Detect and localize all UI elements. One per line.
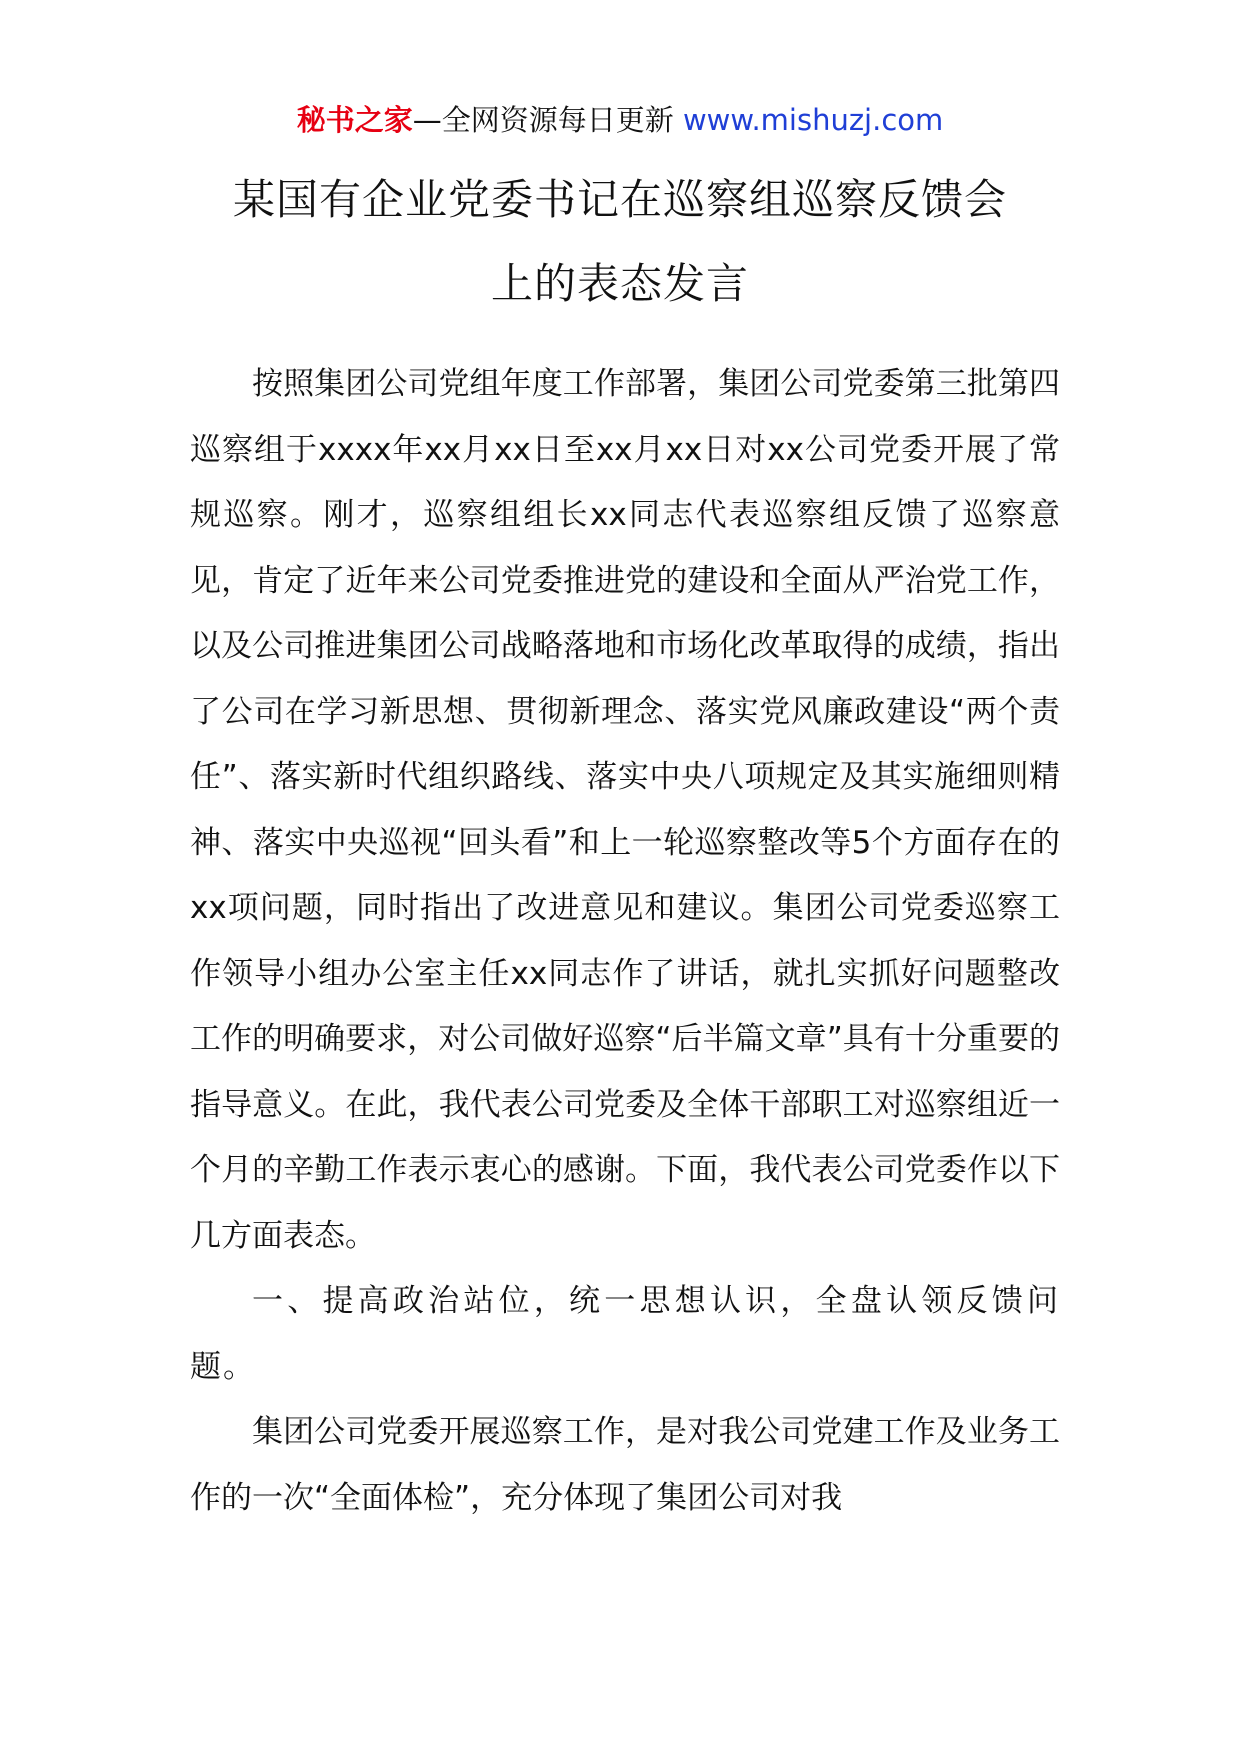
document-title xyxy=(180,158,1060,326)
brand-name: 秘书之家 xyxy=(296,103,413,137)
body-paragraph-section-1: 集团公司党委开展巡察工作，是对我公司党建工作及业务工作的一次“全面体检”，充分体现了集团公司对我 xyxy=(190,1414,1060,1516)
site-header xyxy=(0,100,1240,140)
site-url-link[interactable]: www.mishuzj.com xyxy=(682,103,944,137)
title-line-1: 某国有企业党委书记在巡察组巡察反馈会 xyxy=(232,175,1007,224)
header-tagline: —全网资源每日更新 xyxy=(412,103,683,137)
document-body xyxy=(190,352,1060,1531)
title-line-2: 上的表态发言 xyxy=(490,259,749,308)
body-paragraph-intro: 按照集团公司党组年度工作部署，集团公司党委第三批第四巡察组于xxxx年xx月xx日至xx月xx日对xx公司党委开展了常规巡察。刚才，巡察组组长xx同志代表巡察组反馈了巡察意见，肯定了近年来公司党委推进党的建设和全面从严治党工作，以及公司推进集团公司战略落地和市场化改革取得的成绩，指出了公司在学习新思想、贯彻新理念、落实党风廉政建设“两个责任”、落实新时代组织路线、落实中央八项规定及其实施细则精神、落实中央巡视“回头看”和上一轮巡察整改等5个方面存在的xx项问题，同时指出了改进意见和建议。集团公司党委巡察工作领导小组办公室主任xx同志作了讲话，就扎实抓好问题整改工作的明确要求，对公司做好巡察“后半篇文章”具有十分重要的指导意义。在此，我代表公司党委及全体干部职工对巡察组近一个月的辛勤工作表示衷心的感谢。下面，我代表公司党委作以下几方面表态。 xyxy=(190,366,1060,1254)
section-heading-1: 一、提高政治站位，统一思想认识，全盘认领反馈问题。 xyxy=(190,1283,1060,1385)
